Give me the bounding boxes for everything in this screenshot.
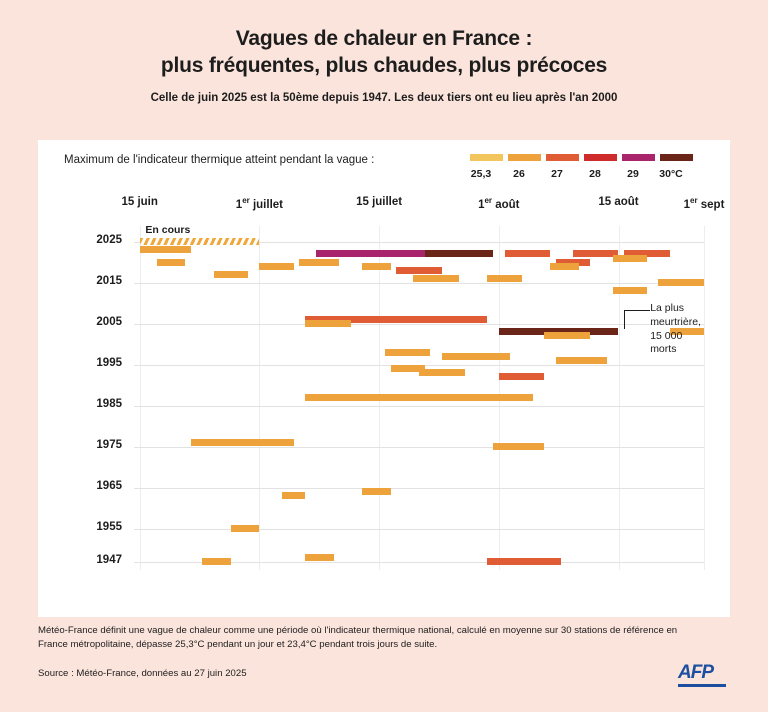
legend-swatch-4: [622, 154, 655, 161]
heatwave-bar: [499, 373, 545, 380]
heatwave-bar: [231, 525, 260, 532]
legend-swatches: [470, 154, 698, 161]
legend-swatch-3: [584, 154, 617, 161]
heatwave-bar: [493, 443, 544, 450]
x-axis-label-1: 1er juillet: [235, 196, 283, 211]
x-gridline-5: [704, 226, 705, 570]
source-note: Source : Météo-France, données au 27 juin 2025: [38, 668, 247, 679]
y-axis-label-1955: 1955: [96, 520, 122, 533]
heatwave-bar: [396, 267, 442, 274]
heatwave-bar: [157, 259, 186, 266]
heatwave-bar: [305, 394, 533, 401]
annotation-ongoing: En cours: [145, 224, 191, 237]
x-gridline-1: [259, 226, 260, 570]
heatwave-bar: [282, 492, 305, 499]
legend-value-3: 28: [589, 168, 601, 180]
x-gridline-0: [140, 226, 141, 570]
heatwave-bar: [140, 238, 260, 245]
afp-logo-underline: [678, 684, 726, 687]
afp-logo: AFP: [678, 662, 713, 683]
heatwave-bar: [305, 554, 334, 561]
legend-swatch-0: [470, 154, 503, 161]
x-axis-label-3: 1er août: [478, 196, 520, 211]
heatwave-bar: [362, 488, 391, 495]
y-axis-label-2015: 2015: [96, 274, 122, 287]
heatwave-bar: [259, 263, 293, 270]
heatwave-bar: [140, 246, 191, 253]
legend-value-5: 30°C: [659, 168, 683, 180]
y-gridline-2015: [134, 283, 704, 284]
x-gridline-4: [619, 226, 620, 570]
legend-labels: [462, 168, 690, 180]
footnote: Météo-France définit une vague de chaleur comme une période où l'indicateur thermique national, calculé en moyenne sur 30 stations de référence en France métropolitaine, dépasse 25,3°C pendant un jour et 23,4°C pendant trois jours de suite.: [38, 625, 678, 650]
heatwave-bar: [191, 439, 294, 446]
heatwave-bar: [658, 279, 704, 286]
legend-label: Maximum de l'indicateur thermique atteint pendant la vague :: [64, 154, 375, 166]
heatwave-bar: [487, 275, 521, 282]
heatwave-bar: [442, 353, 510, 360]
x-axis-label-4: 15 août: [598, 196, 639, 208]
heatwave-bar: [362, 263, 391, 270]
heatwave-bar: [214, 271, 248, 278]
legend-value-1: 26: [513, 168, 525, 180]
heatwave-bar: [613, 255, 647, 262]
heatwave-bar: [550, 263, 579, 270]
x-axis-label-5: 1er sept: [683, 196, 725, 211]
heatwave-bar: [544, 332, 590, 339]
heatwave-bar: [505, 250, 551, 257]
heatwave-bar: [305, 320, 351, 327]
y-gridline-1965: [134, 488, 704, 489]
heatwave-bar: [487, 558, 561, 565]
page-title: [0, 0, 768, 80]
heatwave-bar: [316, 250, 424, 257]
legend-value-4: 29: [627, 168, 639, 180]
heatwave-bar: [202, 558, 231, 565]
x-axis-label-2: 15 juillet: [356, 196, 403, 208]
annotation-leader-tick: [624, 310, 625, 329]
y-axis-label-1975: 1975: [96, 438, 122, 451]
title-line-2: plus fréquentes, plus chaudes, plus précoces: [160, 53, 608, 77]
annotation-deadliest: La plus meurtrière, 15 000 morts: [650, 302, 701, 356]
heatwave-bar: [413, 275, 459, 282]
y-gridline-1975: [134, 447, 704, 448]
legend-swatch-2: [546, 154, 579, 161]
y-gridline-2005: [134, 324, 704, 325]
y-axis-label-2025: 2025: [96, 233, 122, 246]
chart-card: [38, 140, 730, 617]
x-axis-label-0: 15 juin: [121, 196, 158, 208]
legend-value-2: 27: [551, 168, 563, 180]
y-axis-label-1965: 1965: [96, 479, 122, 492]
legend-value-0: 25,3: [470, 168, 492, 180]
chart-plot-area: [96, 196, 725, 570]
legend-swatch-1: [508, 154, 541, 161]
heatwave-bar: [573, 250, 619, 257]
page-subtitle: Celle de juin 2025 est la 50ème depuis 1947. Les deux tiers ont eu lieu après l'an 2000: [150, 91, 618, 104]
y-axis-label-1985: 1985: [96, 397, 122, 410]
legend-swatch-5: [660, 154, 693, 161]
heatwave-bar: [425, 250, 493, 257]
heatwave-bar: [613, 287, 647, 294]
heatwave-bar: [299, 259, 339, 266]
y-gridline-1955: [134, 529, 704, 530]
heatwave-bar: [419, 369, 465, 376]
y-axis-label-1995: 1995: [96, 356, 122, 369]
title-line-1: Vagues de chaleur en France :: [235, 27, 533, 50]
y-axis-label-1947: 1947: [96, 553, 122, 566]
y-axis-label-2005: 2005: [96, 315, 122, 328]
annotation-leader-line: [624, 310, 650, 311]
heatwave-bar: [385, 349, 431, 356]
y-gridline-1985: [134, 406, 704, 407]
heatwave-bar: [556, 357, 607, 364]
